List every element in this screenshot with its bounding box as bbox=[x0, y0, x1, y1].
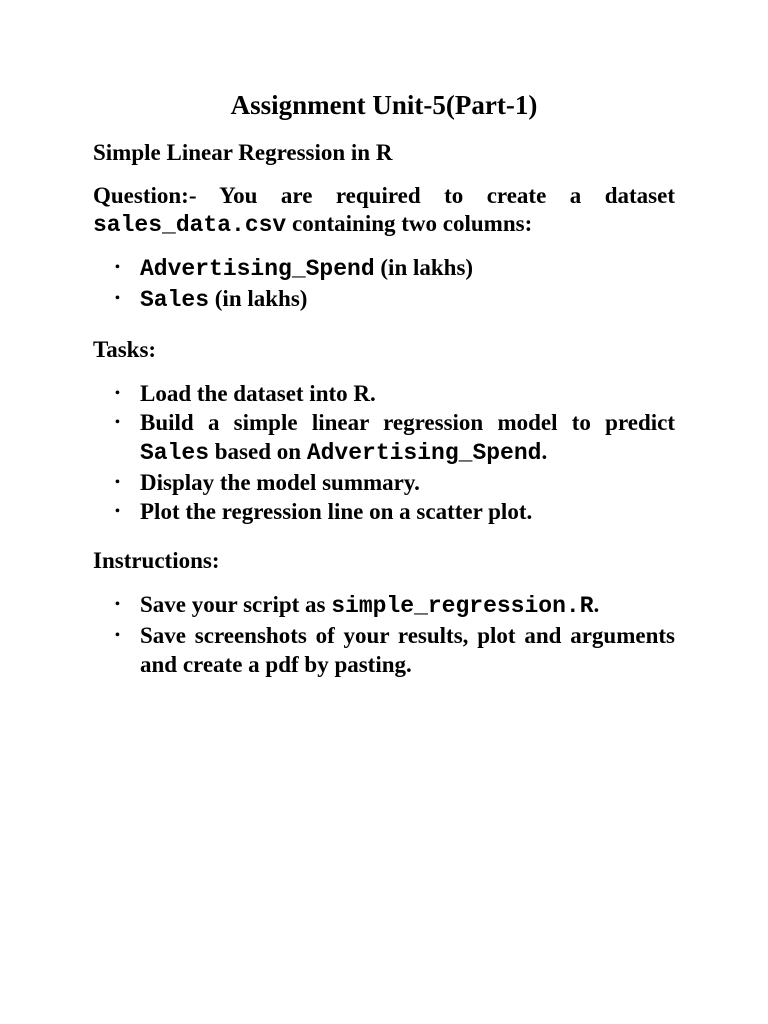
list-item bbox=[93, 590, 675, 621]
instruction-text: . bbox=[593, 592, 600, 617]
task-text: . bbox=[541, 439, 548, 464]
document-subtitle: Simple Linear Regression in R bbox=[93, 140, 393, 165]
code-term: Advertising_Spend bbox=[306, 440, 542, 466]
list-item bbox=[93, 284, 675, 315]
task-text: Plot the regression line on a scatter plot. bbox=[140, 499, 533, 524]
bullet-icon: • bbox=[115, 415, 120, 430]
task-text: Build a simple linear regression model to predict bbox=[140, 410, 675, 435]
list-item bbox=[93, 468, 675, 497]
code-term: simple_regression.R bbox=[331, 593, 594, 619]
task-text: based on bbox=[214, 439, 302, 464]
task-list bbox=[93, 379, 675, 526]
instruction-list bbox=[93, 590, 675, 679]
question-suffix: containing two columns: bbox=[291, 211, 533, 236]
task-text: Display the model summary. bbox=[140, 470, 420, 495]
column-name: Advertising_Spend bbox=[140, 256, 375, 282]
bullet-icon: • bbox=[115, 291, 120, 306]
bullet-icon: • bbox=[115, 628, 120, 643]
document-page bbox=[93, 86, 675, 679]
column-name: Sales bbox=[140, 287, 210, 313]
question-paragraph bbox=[93, 182, 675, 239]
list-item bbox=[93, 379, 675, 408]
tasks-heading: Tasks: bbox=[93, 337, 157, 362]
code-term: Sales bbox=[140, 440, 210, 466]
question-prefix: Question:- You are required to create a dataset bbox=[93, 183, 675, 208]
list-item bbox=[93, 408, 675, 468]
bullet-icon: • bbox=[115, 475, 120, 490]
list-item bbox=[93, 621, 675, 679]
bullet-icon: • bbox=[115, 386, 120, 401]
dataset-filename: sales_data.csv bbox=[93, 212, 287, 238]
bullet-icon: • bbox=[115, 260, 120, 275]
list-item bbox=[93, 497, 675, 526]
bullet-icon: • bbox=[115, 504, 120, 519]
instruction-text: Save screenshots of your results, plot and arguments and create a pdf by pasting. bbox=[140, 623, 675, 677]
column-list bbox=[93, 253, 675, 315]
document-title: Assignment Unit-5(Part-1) bbox=[230, 90, 538, 120]
list-item bbox=[93, 253, 675, 284]
instructions-heading: Instructions: bbox=[93, 548, 220, 573]
column-unit: (in lakhs) bbox=[214, 286, 308, 311]
column-unit: (in lakhs) bbox=[380, 255, 474, 280]
instruction-text: Save your script as bbox=[140, 592, 326, 617]
bullet-icon: • bbox=[115, 597, 120, 612]
task-text: Load the dataset into R. bbox=[140, 381, 376, 406]
